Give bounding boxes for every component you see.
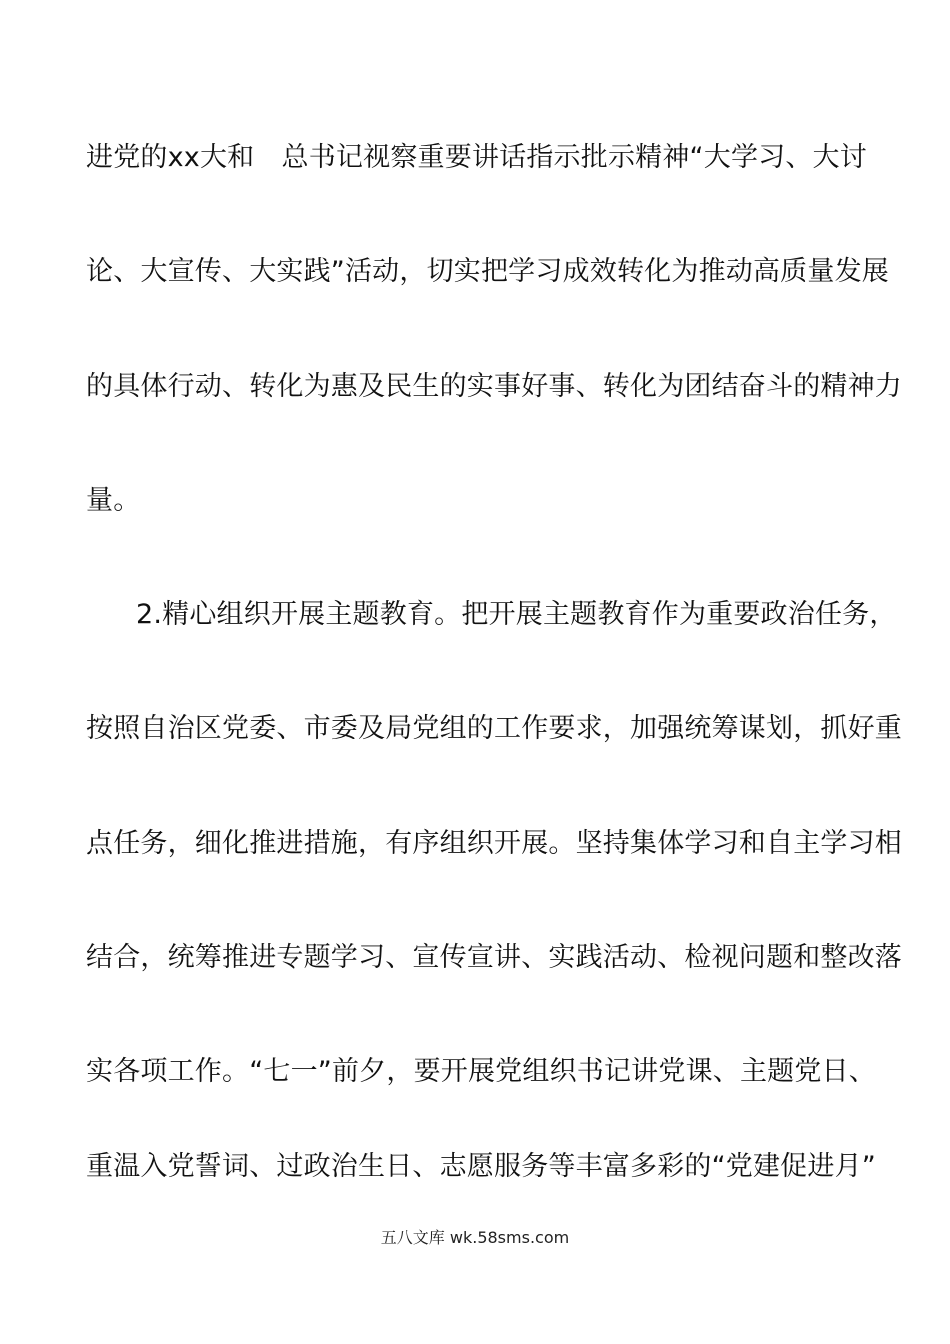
text-line-4: 量。 <box>86 485 141 516</box>
text-line-7: 点任务，细化推进措施，有序组织开展。坚持集体学习和自主学习相 <box>86 828 902 859</box>
text-line-1: 进党的xx大和 总书记视察重要讲话指示批示精神“大学习、大讨 <box>86 142 867 173</box>
text-line-8: 结合，统筹推进专题学习、宣传宣讲、实践活动、检视问题和整改落 <box>86 942 902 973</box>
paragraph-2-first-line: 2.精心组织开展主题教育。把开展主题教育作为重要政治任务， <box>136 599 897 630</box>
text-line-9: 实各项工作。“七一”前夕，要开展党组织书记讲党课、主题党日、 <box>86 1056 876 1087</box>
page-footer-watermark: 五八文库 wk.58sms.com <box>380 1228 570 1247</box>
text-line-10: 重温入党誓词、过政治生日、志愿服务等丰富多彩的“党建促进月” <box>86 1151 876 1182</box>
text-line-3: 的具体行动、转化为惠及民生的实事好事、转化为团结奋斗的精神力 <box>86 371 902 402</box>
text-line-2: 论、大宣传、大实践”活动，切实把学习成效转化为推动高质量发展 <box>86 256 889 287</box>
text-line-6: 按照自治区党委、市委及局党组的工作要求，加强统筹谋划，抓好重 <box>86 713 902 744</box>
